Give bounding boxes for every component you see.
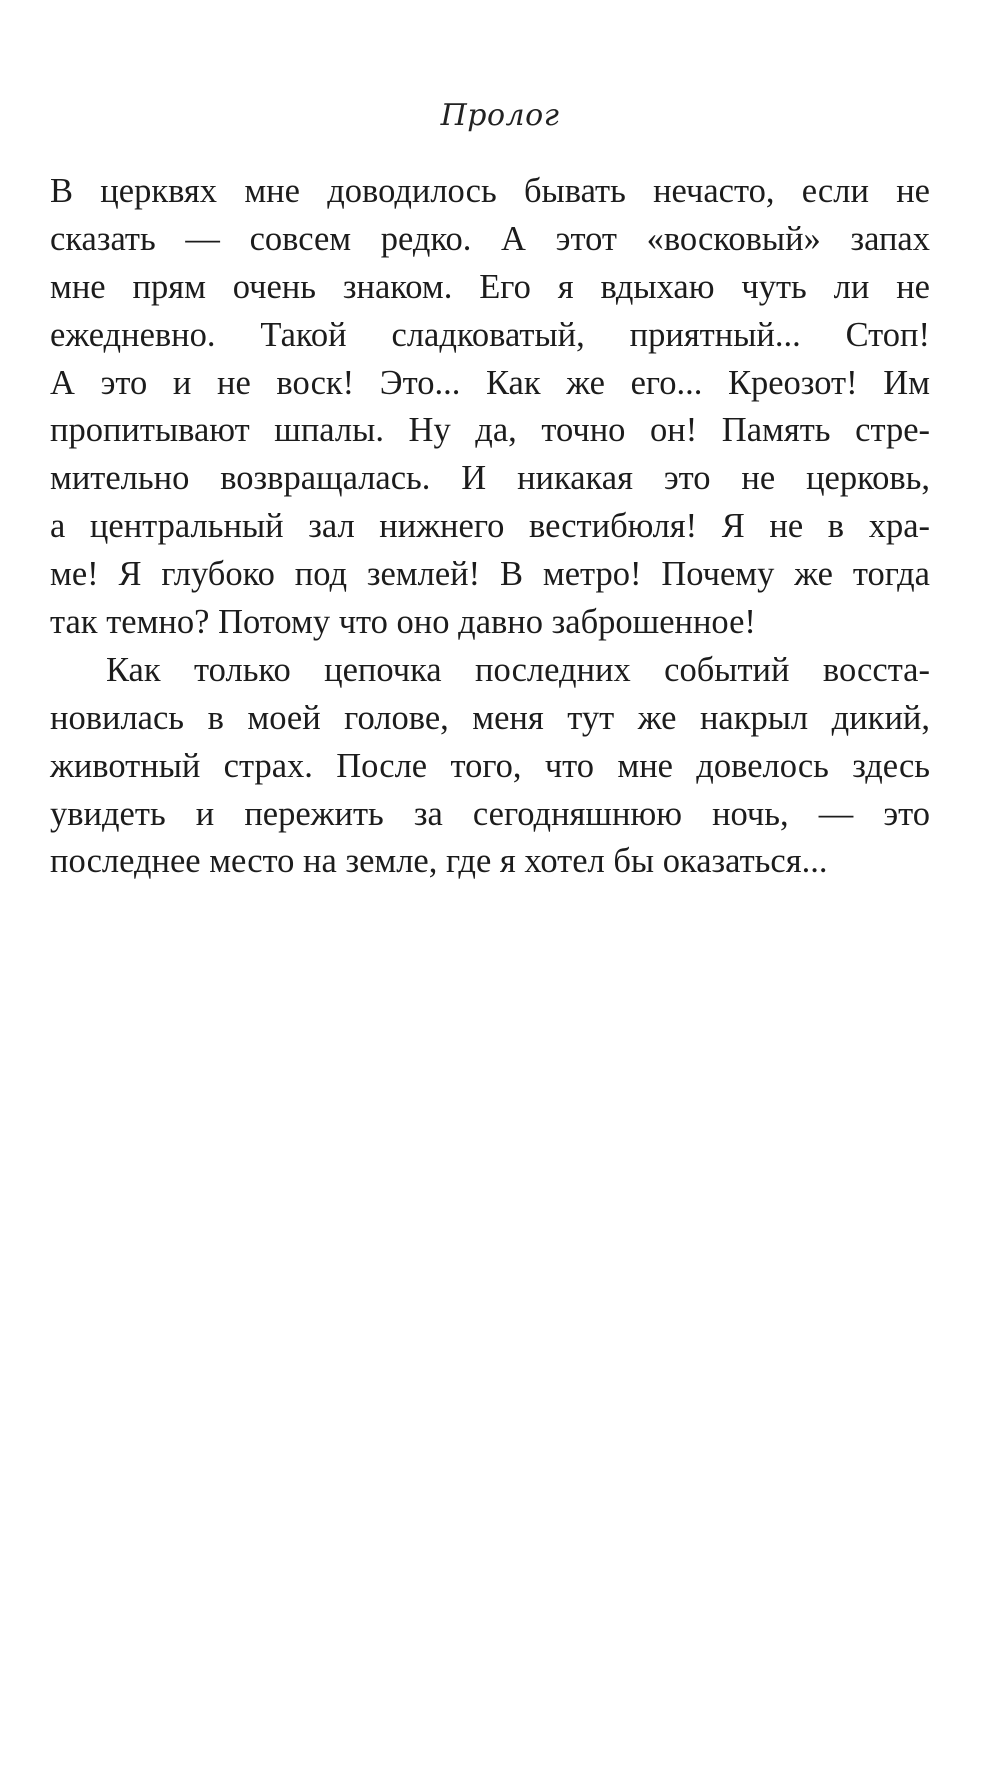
text-line: ежедневно. Такой сладковатый, приятный... Стоп! — [50, 315, 930, 354]
text-line: пропитывают шпалы. Ну да, точно он! Память стре- — [50, 411, 930, 450]
text-line: Как только цепочка последних событий восста- — [106, 650, 930, 689]
page-text-body — [50, 168, 930, 886]
text-line: мительно возвращалась. И никакая это не церковь, — [50, 459, 930, 498]
text-line: увидеть и пережить за сегодняшнюю ночь, — это — [50, 794, 930, 833]
paragraph-1 — [50, 168, 930, 647]
text-line: последнее место на земле, где я хотел бы оказаться... — [50, 842, 828, 881]
text-line: а центральный зал нижнего вестибюля! Я не в хра- — [50, 507, 930, 546]
text-line: ме! Я глубоко под землей! В метро! Почему же тогда — [50, 555, 930, 594]
text-line: животный страх. После того, что мне довелось здесь — [50, 746, 930, 785]
text-line: сказать — совсем редко. А этот «восковый» запах — [50, 219, 930, 258]
paragraph-2 — [50, 647, 930, 886]
running-header-title: Пролог — [440, 98, 560, 133]
text-line: новилась в моей голове, меня тут же накрыл дикий, — [50, 698, 930, 737]
text-line: так темно? Потому что оно давно заброшенное! — [50, 603, 756, 642]
text-line: В церквях мне доводилось бывать нечасто, если не — [50, 172, 930, 210]
text-line: А это и не воск! Это... Как же его... Креозот! Им — [50, 363, 930, 402]
text-line: мне прям очень знаком. Его я вдыхаю чуть ли не — [50, 267, 930, 306]
